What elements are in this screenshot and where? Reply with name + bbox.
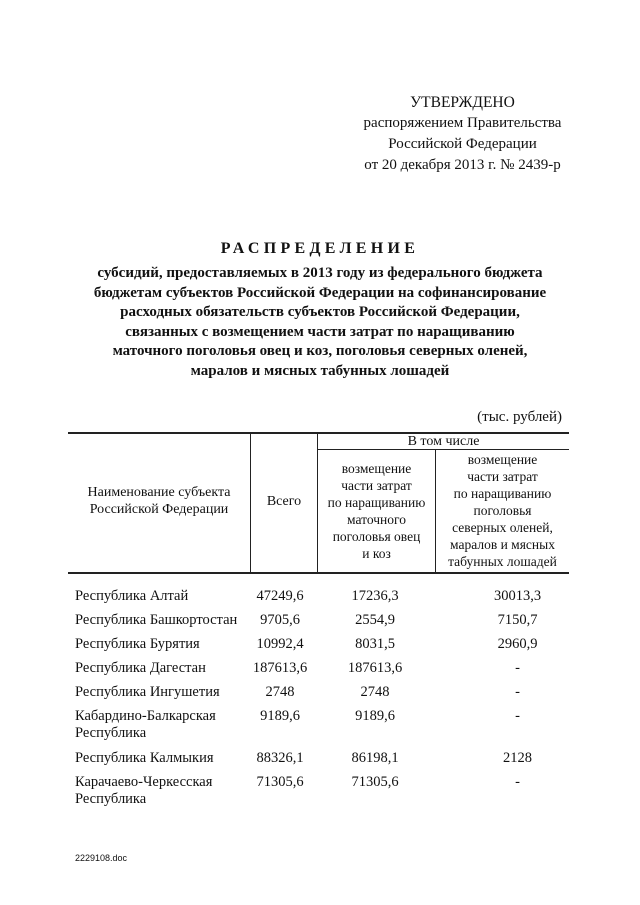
subtitle-line: расходных обязательств субъектов Российской Федерации, xyxy=(120,304,520,320)
row-name: Республика Бурятия xyxy=(75,636,200,652)
table-body xyxy=(75,588,595,816)
subtitle-line: маточного поголовья овец и коз, поголовья северных оленей, xyxy=(112,343,528,359)
table-row xyxy=(75,636,595,660)
row-total: 10992,4 xyxy=(256,636,304,652)
row-sheep-goats: 2554,9 xyxy=(355,612,395,628)
row-deer-horses: - xyxy=(515,774,520,790)
table-row xyxy=(75,708,595,750)
row-sheep-goats: 17236,3 xyxy=(351,588,399,604)
row-name: Республика Калмыкия xyxy=(75,750,214,766)
approval-block xyxy=(330,92,595,176)
table-header-bottom-border xyxy=(68,572,569,574)
table-row xyxy=(75,750,595,774)
row-sheep-goats: 2748 xyxy=(360,684,390,700)
row-sheep-goats: 8031,5 xyxy=(355,636,395,652)
header-name: Наименование субъекта Российской Федерации xyxy=(87,485,231,517)
row-total: 2748 xyxy=(265,684,295,700)
row-deer-horses: 2960,9 xyxy=(497,636,538,652)
row-name: Республика Дагестан xyxy=(75,660,206,676)
row-total: 9189,6 xyxy=(260,708,300,724)
row-sheep-goats: 71305,6 xyxy=(351,774,399,790)
approval-line: от 20 декабря 2013 г. № 2439-р xyxy=(364,157,561,173)
document-subtitle xyxy=(60,264,580,381)
header-sub2: возмещение части затрат по наращиванию поголовья северных оленей, маралов и мясных табунных лошадей xyxy=(448,452,557,569)
row-sheep-goats: 9189,6 xyxy=(355,708,395,724)
table-row xyxy=(75,612,595,636)
approval-line: распоряжением Правительства xyxy=(363,115,562,131)
approval-line: Российской Федерации xyxy=(388,136,537,152)
row-deer-horses: 30013,3 xyxy=(493,588,542,604)
row-name: Республика Алтай xyxy=(75,588,189,604)
header-sub1: возмещение части затрат по наращиванию маточного поголовья овец и коз xyxy=(327,461,426,561)
document-title: РАСПРЕДЕЛЕНИЕ xyxy=(220,240,420,257)
table-row xyxy=(75,660,595,684)
row-total: 47249,6 xyxy=(256,588,304,604)
row-deer-horses: 7150,7 xyxy=(497,612,538,628)
row-name: Республика Ингушетия xyxy=(75,684,220,700)
row-name: Карачаево-Черкесская Республика xyxy=(75,774,213,807)
table-row xyxy=(75,684,595,708)
subtitle-line: маралов и мясных табунных лошадей xyxy=(190,362,450,379)
subtitle-line: связанных с возмещением части затрат по наращиванию xyxy=(125,323,515,340)
table-row xyxy=(75,588,595,612)
row-total: 9705,6 xyxy=(260,612,300,628)
row-deer-horses: 2128 xyxy=(503,750,532,766)
row-deer-horses: - xyxy=(515,660,520,676)
header-total: Всего xyxy=(266,494,302,509)
file-name-footer: 2229108.doc xyxy=(75,853,128,863)
row-total: 88326,1 xyxy=(256,750,304,766)
row-sheep-goats: 187613,6 xyxy=(347,660,403,676)
header-group: В том числе xyxy=(407,434,480,449)
subtitle-line: бюджетам субъектов Российской Федерации на софинансирование xyxy=(93,284,547,301)
table-row xyxy=(75,774,595,816)
row-name: Кабардино-Балкарская Республика xyxy=(75,708,216,741)
row-deer-horses: - xyxy=(515,684,520,700)
approval-title: УТВЕРЖДЕНО xyxy=(410,94,515,111)
subtitle-line: субсидий, предоставляемых в 2013 году из федерального бюджета xyxy=(97,265,543,281)
row-total: 187613,6 xyxy=(252,660,308,676)
row-deer-horses: - xyxy=(515,708,520,724)
units-label: (тыс. рублей) xyxy=(477,409,562,425)
row-name: Республика Башкортостан xyxy=(75,612,238,628)
row-total: 71305,6 xyxy=(256,774,304,790)
row-sheep-goats: 86198,1 xyxy=(351,750,399,766)
